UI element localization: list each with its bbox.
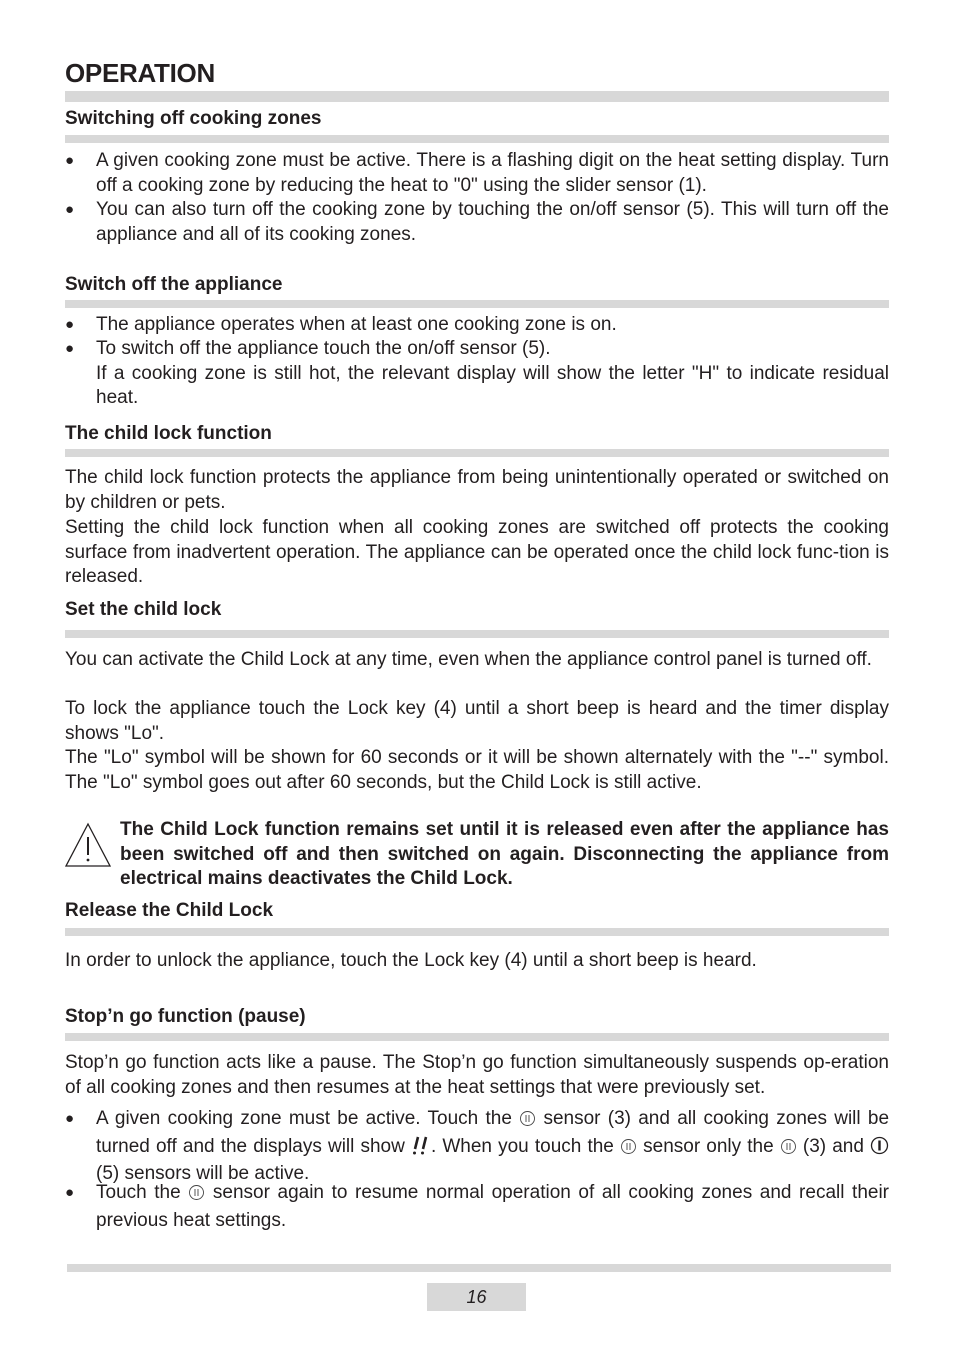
section-divider [65,630,889,638]
page-title: OPERATION [65,58,215,88]
section-divider [65,1033,889,1041]
bullet-icon: ● [65,340,75,357]
paragraph: To lock the appliance touch the Lock key (4) until a short beep is heard and the timer display shows "Lo". [65,698,889,744]
section-heading-switch-off-appliance: Switch off the appliance [65,274,283,295]
list-item: ● Touch the sensor again to resume normal operation of all cooking zones and recall their previous heat settings. [65,1182,890,1231]
section-divider [65,928,889,936]
paragraph: Setting the child lock function when all cooking zones are switched off protects the cooking surface from inadvertent operation. The appliance can be operated once the child lock func-tion is released. [65,517,889,587]
bullet-icon: ● [65,201,75,218]
page-number: 16 [427,1283,526,1311]
paragraph: The child lock function protects the appliance from being unintentionally operated or switched on by children or pets. [65,467,889,513]
bullet-icon: ● [65,1184,75,1201]
section-heading-switching-off: Switching off cooking zones [65,108,322,129]
warning-text: The Child Lock function remains set until it is released even after the appliance has been switched off and then switched on again. Disconnecting the appliance from electrical mains deactivates the Child Lock. [120,819,889,889]
list-item: ● A given cooking zone must be active. There is a flashing digit on the heat setting display. Turn off a cooking zone by reducing the heat to "0" using the slider sensor (1). [65,150,889,196]
section-divider [65,300,889,308]
on-off-sensor-icon [870,1136,889,1163]
warning-triangle-icon [64,822,112,868]
pause-sensor-icon [620,1138,637,1163]
section-heading-release-child-lock: Release the Child Lock [65,900,274,921]
paragraph: The "Lo" symbol will be shown for 60 seconds or it will be shown alternately with the "--" symbol. The "Lo" symbol goes out after 60 seconds, but the Child Lock is still active. [65,747,889,793]
paragraph: Stop’n go function acts like a pause. The Stop’n go function simultaneously suspends op-eration of all cooking zones and then resumes at the heat settings that were previously set. [65,1052,889,1098]
pause-display-symbol [411,1135,431,1163]
footer-divider [67,1264,891,1272]
list-item: ● The appliance operates when at least one cooking zone is on. [65,313,889,338]
pause-sensor-icon [780,1138,797,1163]
title-divider [65,91,889,102]
section-heading-child-lock-function: The child lock function [65,423,272,444]
bullet-icon: ● [65,316,75,333]
bullet-icon: ● [65,1110,75,1127]
pause-sensor-icon [519,1110,536,1135]
bullet-icon: ● [65,152,75,169]
residual-heat-note: If a cooking zone is still hot, the relevant display will show the letter "H" to indicate residual heat. [96,362,889,408]
pause-sensor-icon [188,1184,205,1209]
section-heading-set-child-lock: Set the child lock [65,599,222,620]
paragraph: You can activate the Child Lock at any time, even when the appliance control panel is turned off. [65,649,872,670]
section-heading-stop-n-go: Stop’n go function (pause) [65,1006,306,1027]
list-item: ● To switch off the appliance touch the on/off sensor (5). If a cooking zone is still hot, the relevant display will show the letter "H" to indicate residual heat. [65,337,889,411]
section-divider [65,135,889,143]
paragraph: In order to unlock the appliance, touch the Lock key (4) until a short beep is heard. [65,950,757,971]
list-item: ● You can also turn off the cooking zone by touching the on/off sensor (5). This will turn off the appliance and all of its cooking zones. [65,199,889,245]
section-divider [65,449,889,457]
list-item: ● A given cooking zone must be active. Touch the sensor (3) and all cooking zones will be turned off and the displays will show . When you touch the sensor only the (3) and (5) sensors will be active. [65,1108,890,1184]
